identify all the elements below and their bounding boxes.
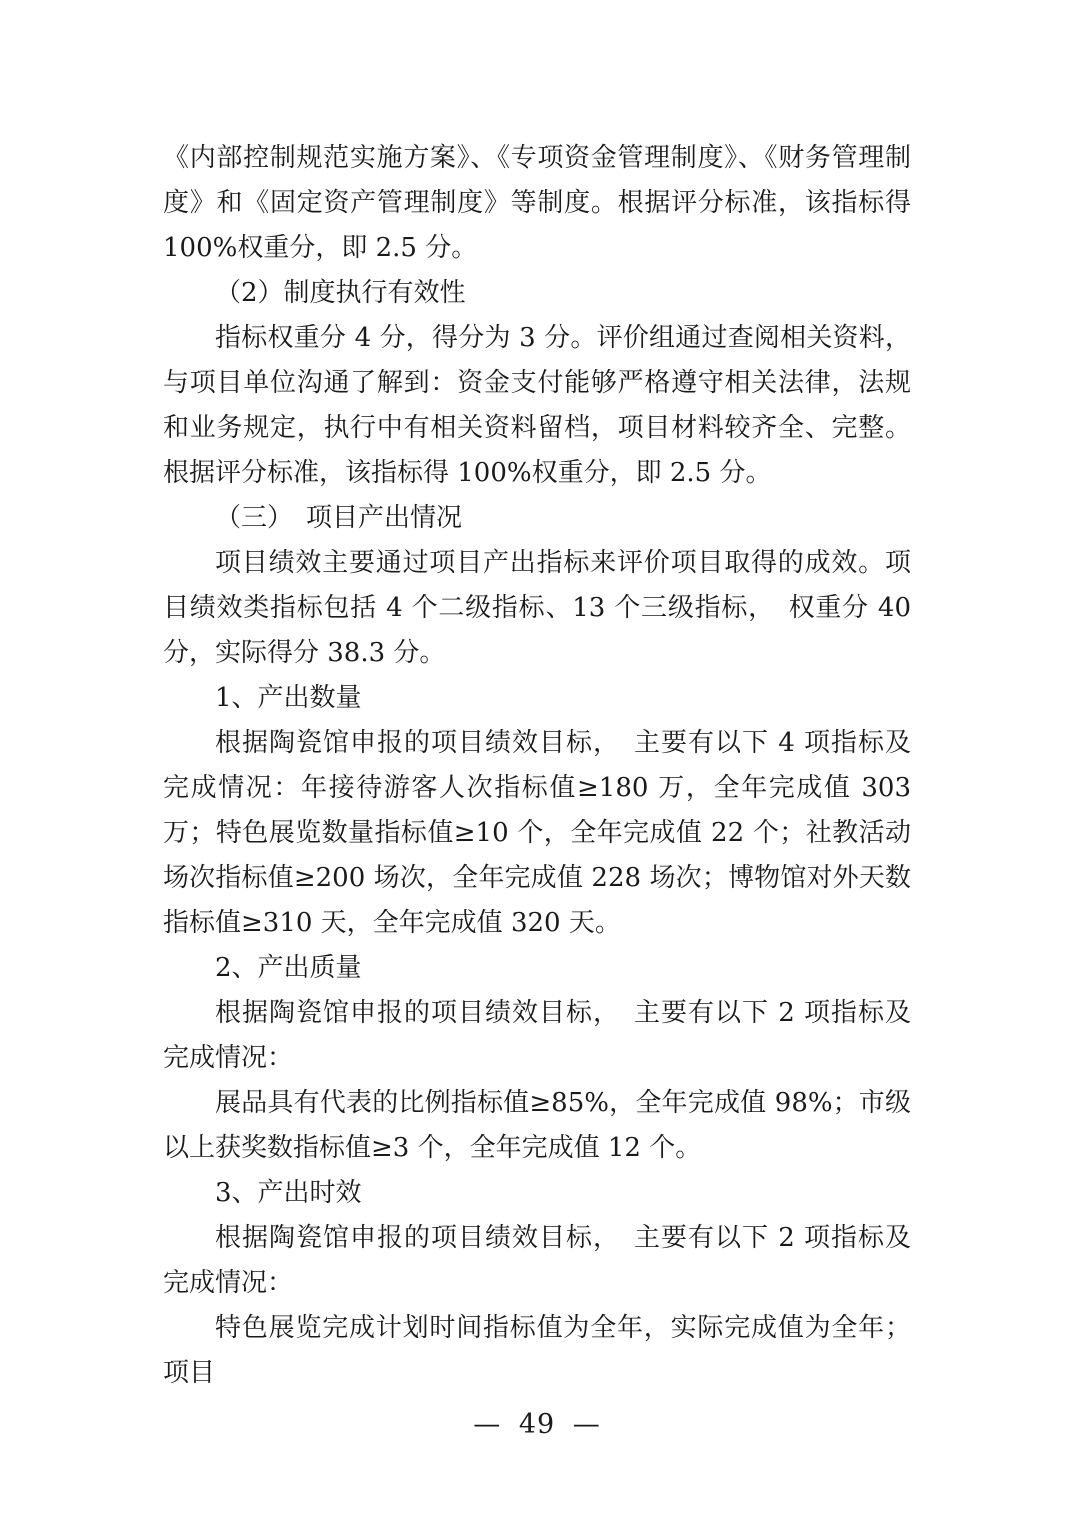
paragraph-output-timeliness-detail: 特色展览完成计划时间指标值为全年，实际完成值为全年；项目 bbox=[163, 1313, 911, 1388]
paragraph-internal-control-systems: 《内部控制规范实施方案》、《专项资金管理制度》、《财务管理制度》和《固定资产管理制度》等制度。根据评分标准，该指标得 100%权重分，即 2.5 分。 bbox=[163, 143, 911, 263]
paragraph-output-timeliness-intro: 根据陶瓷馆申报的项目绩效目标， 主要有以下 2 项指标及完成情况： bbox=[163, 1223, 911, 1298]
page-number: — 49 — bbox=[473, 1409, 601, 1440]
document-body bbox=[163, 136, 911, 1396]
heading-output-quality: 2、产出质量 bbox=[215, 953, 362, 983]
paragraph-project-output-overview: 项目绩效主要通过项目产出指标来评价项目取得的成效。项目绩效类指标包括 4 个二级指标、13 个三级指标， 权重分 40 分，实际得分 38.3 分。 bbox=[163, 548, 911, 668]
paragraph-output-quantity-detail: 根据陶瓷馆申报的项目绩效目标， 主要有以下 4 项指标及完成情况：年接待游客人次指标值≥180 万，全年完成值 303 万；特色展览数量指标值≥10 个，全年完成值 22 个；社教活动场次指标值≥200 场次，全年完成值 228 场次；博物馆对外天数指标值≥310 天，全年完成值 320 天。 bbox=[163, 728, 911, 938]
heading-project-output: （三） 项目产出情况 bbox=[215, 503, 463, 533]
paragraph-output-quality-intro: 根据陶瓷馆申报的项目绩效目标， 主要有以下 2 项指标及完成情况： bbox=[163, 998, 911, 1073]
heading-output-quantity: 1、产出数量 bbox=[215, 683, 362, 713]
paragraph-system-execution-detail: 指标权重分 4 分，得分为 3 分。评价组通过查阅相关资料，与项目单位沟通了解到：资金支付能够严格遵守相关法律，法规和业务规定，执行中有相关资料留档，项目材料较齐全、完整。根据评分标准，该指标得 100%权重分，即 2.5 分。 bbox=[163, 323, 911, 488]
paragraph-output-quality-detail: 展品具有代表的比例指标值≥85%，全年完成值 98%；市级以上获奖数指标值≥3 个，全年完成值 12 个。 bbox=[163, 1088, 911, 1163]
heading-system-execution-effectiveness: （2）制度执行有效性 bbox=[215, 278, 466, 308]
heading-output-timeliness: 3、产出时效 bbox=[215, 1178, 362, 1208]
